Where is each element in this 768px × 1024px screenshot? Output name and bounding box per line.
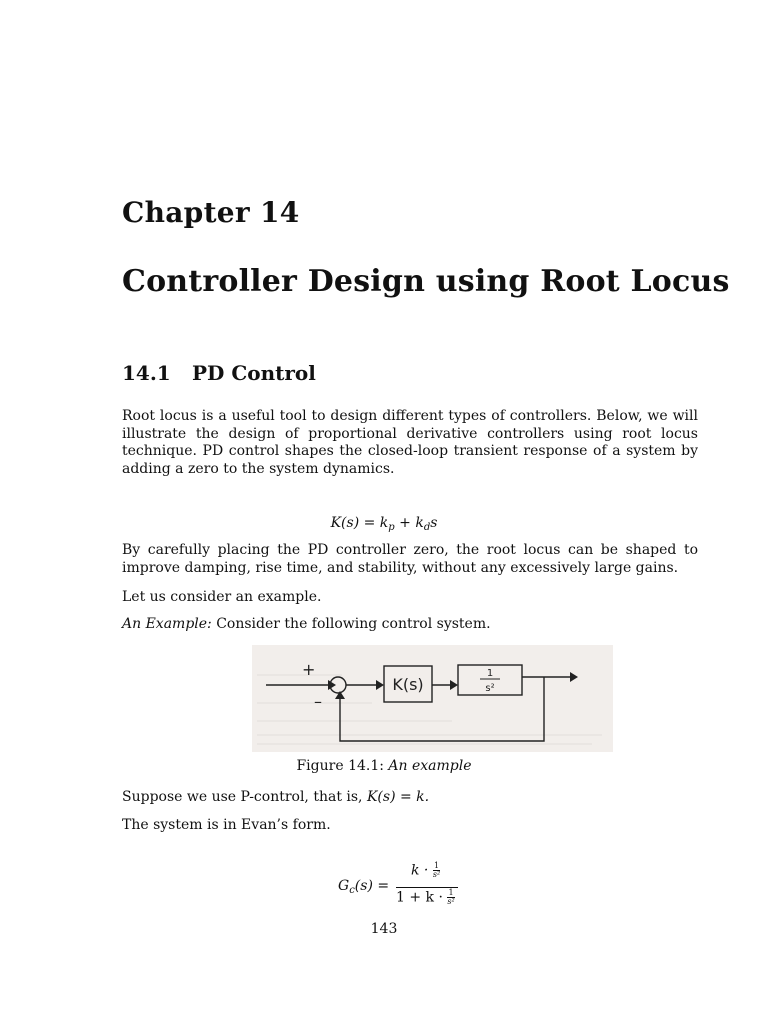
- example-paragraph: [122, 616, 698, 634]
- section-title: PD Control: [192, 361, 316, 385]
- block-diagram: [252, 645, 613, 752]
- pd-equation-mid: + k: [394, 515, 424, 531]
- subscript-p: p: [388, 522, 395, 533]
- gc-den-text: 1 + k ·: [396, 889, 448, 906]
- frac-num-s2: s²: [432, 870, 441, 879]
- plant-denominator: s²: [485, 683, 495, 694]
- section-heading: [122, 361, 316, 385]
- gc-symbol: G: [338, 878, 350, 894]
- plant-numerator: 1: [486, 668, 494, 679]
- evans-form-paragraph: The system is in Evan’s form.: [122, 817, 331, 833]
- example-lead: An Example:: [122, 616, 212, 632]
- p-control-paragraph: [122, 789, 698, 807]
- pd-controller-equation: [0, 515, 768, 533]
- consider-paragraph: Let us consider an example.: [122, 589, 322, 605]
- controller-label: K(s): [392, 675, 424, 694]
- plus-sign: +: [302, 660, 316, 679]
- p-control-equation: K(s) = k.: [366, 789, 430, 805]
- p-control-lead: Suppose we use P-control, that is,: [122, 789, 367, 805]
- gc-den-fraction: [447, 889, 454, 906]
- pd-equation-end: s: [430, 515, 438, 531]
- after-equation-paragraph: By carefully placing the PD controller zero, the root locus can be shaped to improve damping, rise time, and stability, without any excessively large gains.: [122, 542, 698, 576]
- chapter-label: Chapter 14: [122, 196, 300, 229]
- minus-sign: –: [314, 692, 322, 711]
- frac-num-one: 1: [433, 861, 440, 870]
- gc-lhs-end: (s) =: [354, 878, 390, 894]
- frac-den-one: 1: [448, 888, 454, 897]
- pd-equation-part: K(s) = k: [330, 515, 389, 531]
- subscript-d: d: [423, 522, 431, 533]
- caption-prefix: Figure 14.1:: [296, 758, 389, 774]
- page-number: 143: [370, 921, 398, 937]
- gc-denominator: [396, 889, 455, 906]
- intro-paragraph: Root locus is a useful tool to design different types of controllers. Below, we will illustrate the design of proportional derivative controllers using root locus technique. PD control shapes the closed-loop transient response of a system by adding a zero to the system dynamics.: [122, 408, 698, 477]
- gc-num-text: k ·: [411, 862, 433, 879]
- gc-numerator: [411, 862, 440, 879]
- gc-subscript: c: [349, 885, 355, 896]
- gc-num-fraction: [433, 862, 440, 879]
- closed-loop-equation: [338, 862, 478, 912]
- block-diagram-figure: [252, 645, 613, 752]
- caption-text: An example: [388, 758, 472, 774]
- example-text: Consider the following control system.: [211, 616, 491, 632]
- chapter-title: Controller Design using Root Locus: [122, 264, 730, 299]
- section-number: 14.1: [122, 361, 171, 385]
- gc-lhs: [338, 878, 389, 896]
- figure-caption: [0, 758, 768, 774]
- frac-den-s2: s²: [447, 897, 455, 906]
